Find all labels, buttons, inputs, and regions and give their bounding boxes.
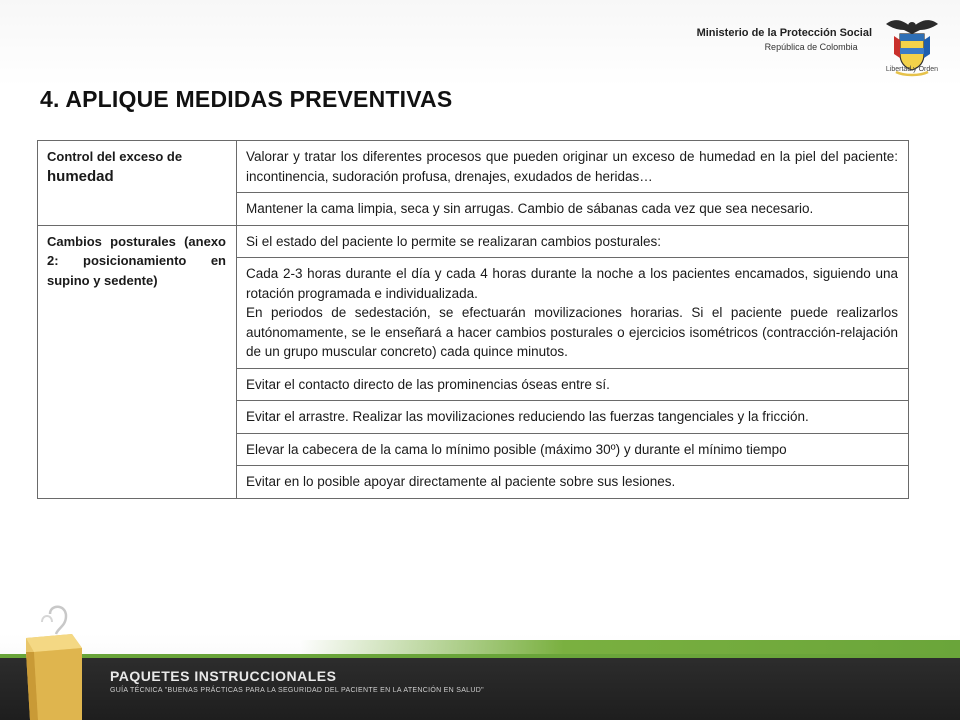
category-label-emphasis: humedad (47, 167, 114, 185)
shopping-bag-logo-icon (20, 604, 90, 720)
measure-text: Evitar el arrastre. Realizar las movilizaciones reduciendo las fuerzas tangenciales y la fricción. (246, 409, 809, 424)
measure-cell (237, 258, 909, 369)
crest-motto: Libertad y Orden (885, 66, 939, 73)
measure-cell (237, 141, 909, 193)
measure-text: Si el estado del paciente lo permite se realizaran cambios posturales: (246, 233, 661, 249)
preventive-measures-table (37, 140, 909, 499)
category-label: Control del exceso de (47, 149, 183, 164)
footer-subtitle: GUÍA TÉCNICA "BUENAS PRÁCTICAS PARA LA SEGURIDAD DEL PACIENTE EN LA ATENCIÓN EN SALUD" (110, 687, 484, 694)
footer-title: PAQUETES INSTRUCCIONALES (110, 668, 337, 684)
table-row (38, 225, 909, 258)
ministry-header (697, 27, 872, 52)
measure-cell (237, 433, 909, 466)
measure-cell (237, 401, 909, 434)
measure-text: Evitar en lo posible apoyar directamente al paciente sobre sus lesiones. (246, 474, 676, 489)
measure-cell (237, 466, 909, 499)
ministry-subtitle: República de Colombia (764, 42, 858, 52)
category-cell (38, 225, 237, 498)
table-row (38, 141, 909, 193)
ministry-name: Ministerio de la Protección Social (696, 27, 872, 39)
measure-cell (237, 193, 909, 226)
category-label: Cambios posturales (anexo 2: posicionamiento en supino y sedente) (47, 233, 226, 288)
measure-text: Mantener la cama limpia, seca y sin arrugas. Cambio de sábanas cada vez que sea necesario. (246, 201, 814, 216)
page-title: 4. APLIQUE MEDIDAS PREVENTIVAS (40, 86, 453, 112)
measure-text: Elevar la cabecera de la cama lo mínimo posible (máximo 30º) y durante el mínimo tiempo (246, 441, 787, 457)
measure-text: Cada 2-3 horas durante el día y cada 4 horas durante la noche a los pacientes encamados, siguiendo una rotación programada e individualizada. (246, 266, 898, 301)
footer-green-line (0, 654, 960, 658)
category-cell (38, 141, 237, 226)
measure-text: En periodos de sedestación, se efectuarán movilizaciones horarias. Si el paciente puede realizarlos autónomamente, se le enseñará a hacer cambios posturales o ejercicios isométricos (contracción-relajación de un grupo muscular concreto) cada quince minutos. (246, 305, 898, 359)
measure-cell (237, 368, 909, 401)
measure-text: Valorar y tratar los diferentes procesos que pueden originar un exceso de humedad en la piel del paciente: incontinencia, sudoración profusa, drenajes, exudados de heridas… (246, 149, 898, 184)
measure-text: Evitar el contacto directo de las prominencias óseas entre sí. (246, 376, 610, 392)
measure-cell (237, 225, 909, 258)
